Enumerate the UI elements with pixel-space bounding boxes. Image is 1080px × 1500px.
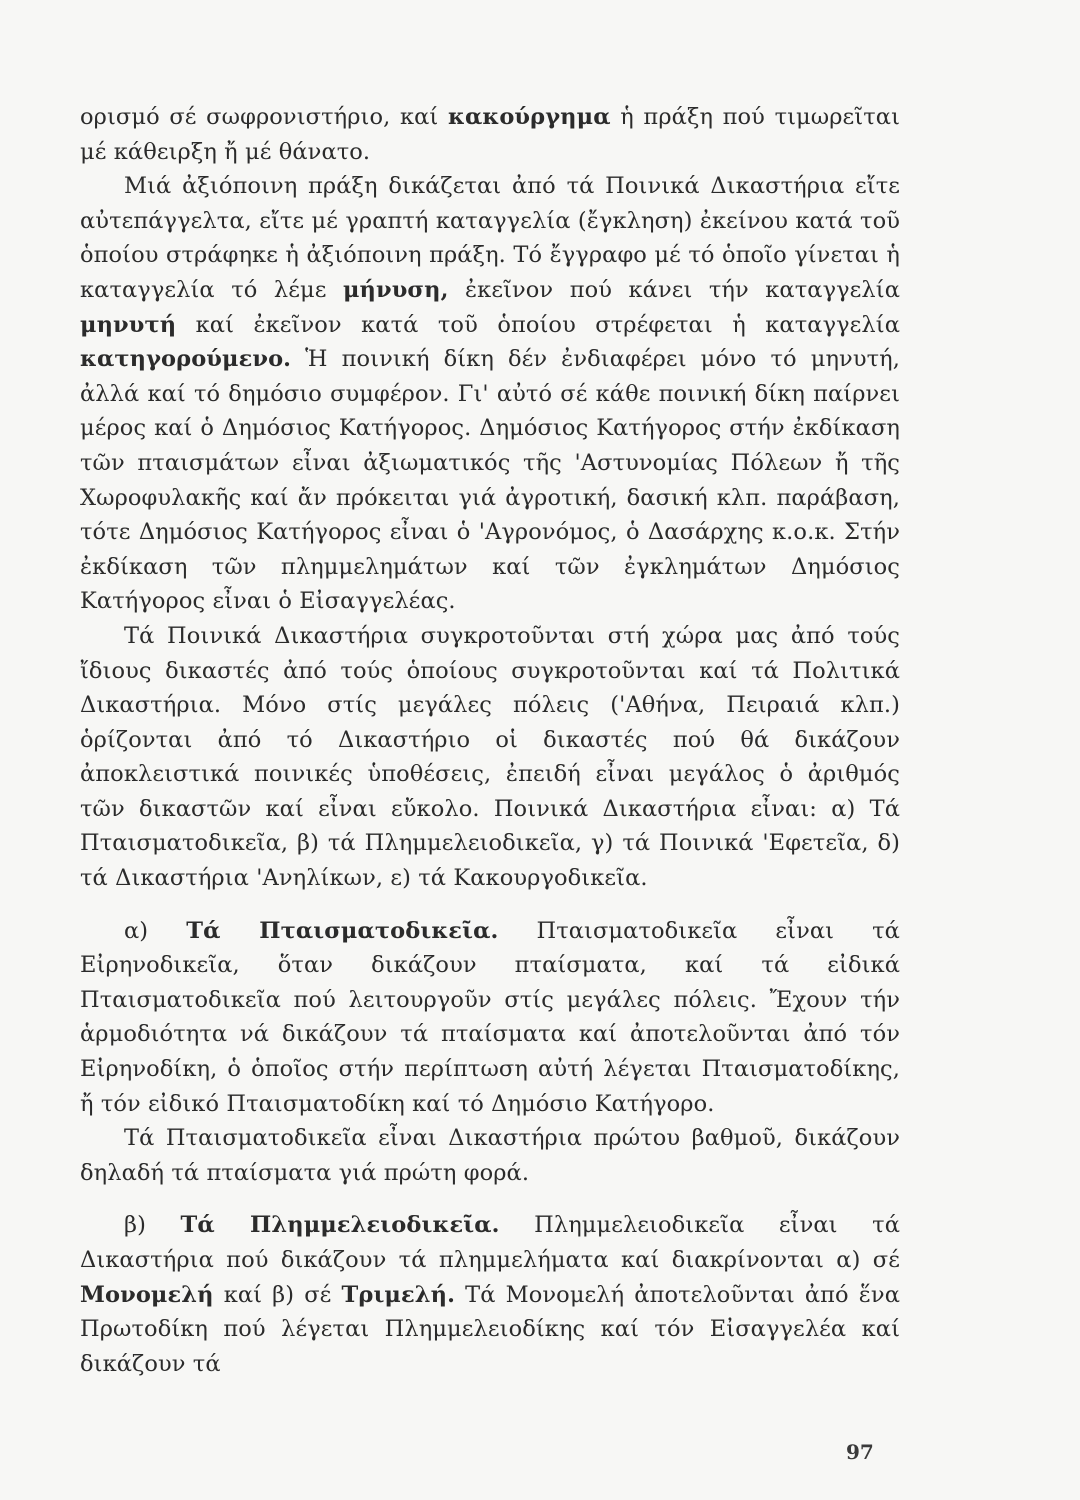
text-run: καί β) σέ bbox=[213, 1281, 342, 1308]
text-run: Πλημμελειοδικεῖα εἶναι τά Δικαστήρια πού δικάζουν τά πλημμελήματα καί διακρίνονται α) σέ bbox=[80, 1212, 900, 1273]
section-plimmeleiodikeia bbox=[80, 1208, 900, 1381]
paragraph-continued bbox=[80, 100, 900, 169]
text-run: Τά Πταισματοδικεῖα εἶναι Δικαστήρια πρώτου βαθμοῦ, δικάζουν δηλαδή τά πταίσματα γιά πρώτη φορά. bbox=[80, 1125, 900, 1186]
text-run: ἡ πράξη πού τιμωρεῖται μέ κάθειρξη ἤ μέ θάνατο. bbox=[80, 104, 900, 165]
text-run: Τά Μονομελή ἀποτελοῦνται ἀπό ἕνα Πρωτοδίκη πού λέγεται Πλημμελειοδίκης καί τόν Εἰσαγγελέα καί δικάζουν τά bbox=[80, 1281, 901, 1377]
term-minysi: μήνυση, bbox=[342, 276, 449, 303]
text-run: Πταισματοδικεῖα εἶναι τά Εἰρηνοδικεῖα, ὅταν δικάζουν πταίσματα, καί τά εἰδικά Πταισματοδικεῖα πού λειτουργοῦν στίς μεγάλες πόλεις. Ἔχουν τήν ἁρμοδιότητα νά δικάζουν τά πταίσματα καί ἀποτελοῦνται ἀπό τόν Εἰρηνοδίκη, ὁ ὁποῖος στήν περίπτωση αὐτή λέγεται Πταισματοδίκης, ἤ τόν εἰδικό Πταισματοδίκη καί τό Δημόσιο Κατήγορο. bbox=[80, 917, 900, 1117]
text-run: Τά Ποινικά Δικαστήρια συγκροτοῦνται στή χώρα μας ἀπό τούς ἴδιους δικαστές ἀπό τούς ὁποίους συγκροτοῦνται καί τά Πολιτικά Δικαστήρια. Μόνο στίς μεγάλες πόλεις ('Αθήνα, Πειραιά κλπ.) ὁρίζονται ἀπό τό Δικαστήριο οἱ δικαστές πού θά δικάζουν ἀποκλειστικά ποινικές ὑποθέσεις, ἐπειδή εἶναι μεγάλος ὁ ἀριθμός τῶν δικαστῶν καί εἶναι εὔκολο. Ποινικά Δικαστήρια εἶναι: α) Τά Πταισματοδικεῖα, β) τά Πλημμελειοδικεῖα, γ) τά Ποινικά 'Εφετεῖα, δ) τά Δικαστήρια 'Ανηλίκων, ε) τά Κακουργοδικεῖα. bbox=[80, 622, 900, 892]
body-text bbox=[80, 100, 900, 1381]
section-ptaismatodikeia bbox=[80, 914, 900, 1122]
paragraph-complaint bbox=[80, 169, 900, 619]
term-monomeli: Μονομελή bbox=[80, 1281, 214, 1308]
term-minytis: μηνυτή bbox=[80, 311, 177, 338]
paragraph-first-degree bbox=[80, 1121, 900, 1190]
text-run: ἐκεῖνον πού κάνει τήν καταγγελία bbox=[448, 276, 900, 303]
section-marker: β) bbox=[124, 1212, 181, 1239]
section-marker: α) bbox=[124, 917, 187, 944]
text-run: Μιά ἀξιόποινη πράξη δικάζεται ἀπό τά Ποινικά Δικαστήρια εἴτε αὐτεπάγγελτα, εἴτε μέ γραπτή καταγγελία (ἔγκληση) ἐκείνου κατά τοῦ ὁποίου στράφηκε ἡ ἀξιόποινη πράξη. Τό ἔγγραφο μέ τό ὁποῖο γίνεται ἡ καταγγελία τό λέμε bbox=[80, 173, 900, 303]
paragraph-criminal-courts bbox=[80, 619, 900, 896]
section-heading: Τά Πλημμελειοδικεῖα. bbox=[180, 1212, 500, 1239]
page-number: 97 bbox=[846, 1440, 874, 1464]
text-run: Ἡ ποινική δίκη δέν ἐνδιαφέρει μόνο τό μηνυτή, ἀλλά καί τό δημόσιο συμφέρον. Γι' αὐτό σέ κάθε ποινική δίκη παίρνει μέρος καί ὁ Δημόσιος Κατήγορος. Δημόσιος Κατήγορος στήν ἐκδίκαση τῶν πταισμάτων εἶναι ἀξιωματικός τῆς 'Αστυνομίας Πόλεων ἤ τῆς Χωροφυλακῆς καί ἄν πρόκειται γιά ἀγροτική, δασική κλπ. παράβαση, τότε Δημόσιος Κατήγορος εἶναι ὁ 'Αγρονόμος, ὁ Δασάρχης κ.ο.κ. Στήν ἐκδίκαση τῶν πλημμελημάτων καί τῶν ἐγκλημάτων Δημόσιος Κατήγορος εἶναι ὁ Εἰσαγγελέας. bbox=[80, 346, 900, 615]
text-run: ορισμό σέ σωφρονιστήριο, καί bbox=[80, 104, 448, 130]
term-kakourgima: κακούργημα bbox=[447, 104, 611, 130]
term-katigoroumenos: κατηγορούμενο. bbox=[80, 346, 292, 373]
term-trimeli: Τριμελή. bbox=[341, 1281, 456, 1308]
text-run: καί ἐκεῖνον κατά τοῦ ὁποίου στρέφεται ἡ καταγγελία bbox=[176, 311, 900, 338]
section-heading: Τά Πταισματοδικεῖα. bbox=[186, 917, 499, 944]
